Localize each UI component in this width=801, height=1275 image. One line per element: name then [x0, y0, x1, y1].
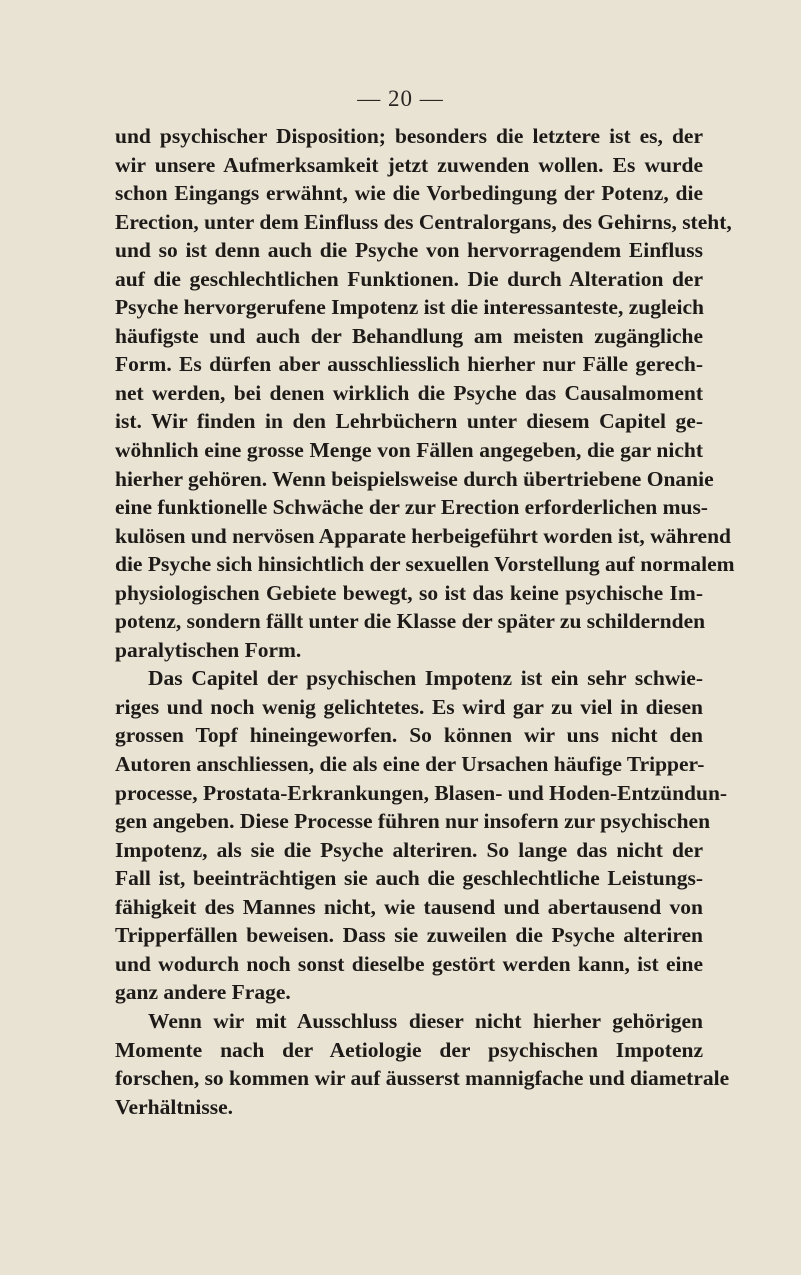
text-line: physiologischen Gebiete bewegt, so ist das keine psychische Im- [115, 580, 703, 605]
text-line: und so ist denn auch die Psyche von hervorragendem Einfluss [115, 238, 703, 263]
text-line: paralytischen Form. [115, 637, 302, 662]
body-text [115, 122, 735, 1121]
text-line: gen angeben. Diese Processe führen nur insofern zur psychischen [115, 809, 711, 834]
text-line: Verhältnisse. [115, 1094, 234, 1119]
text-line: ganz andere Frage. [115, 980, 291, 1005]
text-line: kulösen und nervösen Apparate herbeigeführt worden ist, während [115, 523, 731, 548]
text-line: Psyche hervorgerufene Impotenz ist die interessanteste, zugleich [115, 295, 704, 320]
text-line: forschen, so kommen wir auf äusserst mannigfache und diametrale [115, 1066, 730, 1091]
text-line: Das Capitel der psychischen Impotenz ist ein sehr schwie- [148, 666, 703, 691]
text-line: processe, Prostata-Erkrankungen, Blasen- und Hoden-Entzündun- [115, 780, 728, 805]
text-line: eine funktionelle Schwäche der zur Erection erforderlichen mus- [115, 495, 708, 520]
text-line: Tripperfällen beweisen. Dass sie zuweilen die Psyche alteriren [115, 923, 703, 948]
text-line: Fall ist, beeinträchtigen sie auch die geschlechtliche Leistungs- [115, 866, 703, 891]
text-line: potenz, sondern fällt unter die Klasse der später zu schildernden [115, 609, 706, 634]
text-line: net werden, bei denen wirklich die Psyche das Causalmoment [115, 380, 703, 405]
page-number: — 20 — [357, 86, 444, 111]
text-line: und wodurch noch sonst dieselbe gestört werden kann, ist eine [115, 951, 703, 976]
text-line: wöhnlich eine grosse Menge von Fällen angegeben, die gar nicht [115, 438, 703, 463]
text-line: auf die geschlechtlichen Funktionen. Die durch Alteration der [115, 266, 703, 291]
text-line: Impotenz, als sie die Psyche alteriren. So lange das nicht der [115, 837, 703, 862]
text-line: wir unsere Aufmerksamkeit jetzt zuwenden wollen. Es wurde [115, 152, 703, 177]
text-line: Form. Es dürfen aber ausschliesslich hierher nur Fälle gerech- [115, 352, 703, 377]
text-line: grossen Topf hineingeworfen. So können wir uns nicht den [115, 723, 703, 748]
text-line: fähigkeit des Mannes nicht, wie tausend und abertausend von [115, 894, 703, 919]
text-line: und psychischer Disposition; besonders die letztere ist es, der [115, 124, 703, 148]
text-line: die Psyche sich hinsichtlich der sexuellen Vorstellung auf normalem [115, 552, 735, 577]
text-line: hierher gehören. Wenn beispielsweise durch übertriebene Onanie [115, 466, 714, 491]
text-line: riges und noch wenig gelichtetes. Es wird gar zu viel in diesen [115, 694, 703, 719]
text-line: Autoren anschliessen, die als eine der Ursachen häufige Tripper- [115, 752, 705, 777]
text-line: Wenn wir mit Ausschluss dieser nicht hierher gehörigen [148, 1008, 703, 1033]
text-line: häufigste und auch der Behandlung am meisten zugängliche [115, 323, 703, 348]
text-line: ist. Wir finden in den Lehrbüchern unter diesem Capitel ge- [115, 409, 703, 434]
text-line: Momente nach der Aetiologie der psychischen Impotenz [115, 1037, 703, 1062]
text-line: schon Eingangs erwähnt, wie die Vorbedingung der Potenz, die [115, 181, 703, 206]
text-line: Erection, unter dem Einfluss des Centralorgans, des Gehirns, steht, [115, 209, 732, 234]
